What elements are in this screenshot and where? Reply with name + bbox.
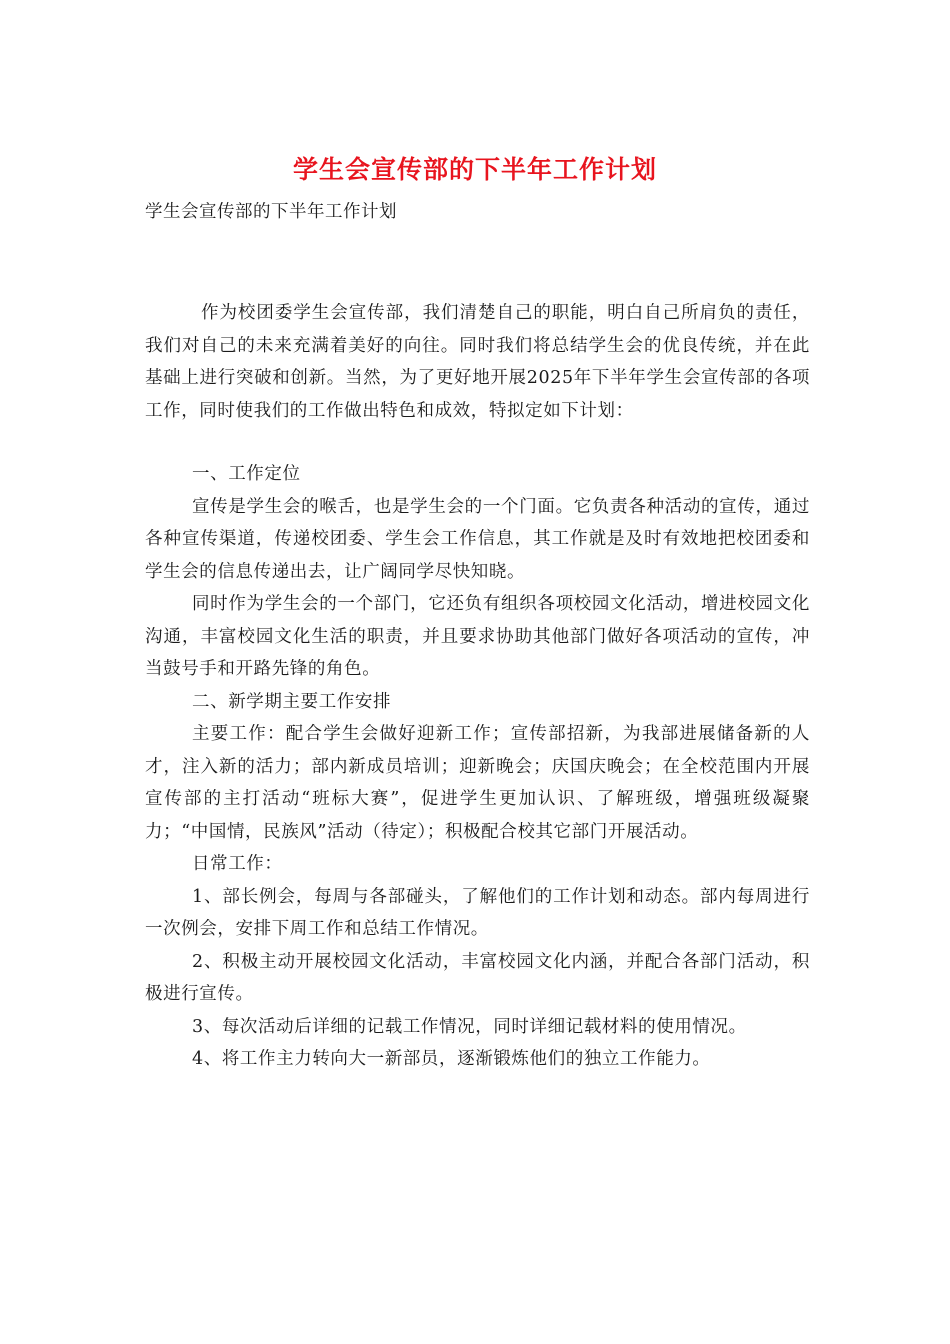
daily-item: 4、将工作主力转向大一新部员，逐渐锻炼他们的独立工作能力。 <box>192 1049 711 1069</box>
document-body <box>145 297 810 1076</box>
section2-main-work: 主要工作：配合学生会做好迎新工作；宣传部招新，为我部进展储备新的人才，注入新的活力；部内新成员培训；迎新晚会；庆国庆晚会；在全校范围内开展宣传部的主打活动“班标大赛”，促进学生更加认识、了解班级，增强班级凝聚力；“中国情，民族风”活动（待定）；积极配合校其它部门开展活动。 <box>145 724 810 842</box>
section1-paragraph-2: 同时作为学生会的一个部门，它还负有组织各项校园文化活动，增进校园文化沟通，丰富校园文化生活的职责，并且要求协助其他部门做好各项活动的宣传，冲当鼓号手和开路先锋的角色。 <box>145 594 810 679</box>
daily-work-heading: 日常工作： <box>192 854 283 874</box>
section-heading-positioning: 一、工作定位 <box>192 464 301 484</box>
section1-paragraph-1: 宣传是学生会的喉舌，也是学生会的一个门面。它负责各种活动的宣传，通过各种宣传渠道，传递校团委、学生会工作信息，其工作就是及时有效地把校团委和学生会的信息传递出去，让广阔同学尽快知晓。 <box>145 496 810 582</box>
daily-item: 2、积极主动开展校园文化活动，丰富校园文化内涵，并配合各部门活动，积极进行宣传。 <box>145 951 810 1004</box>
document-subtitle: 学生会宣传部的下半年工作计划 <box>145 202 397 222</box>
daily-item: 1、部长例会，每周与各部碰头，了解他们的工作计划和动态。部内每周进行一次例会，安排下周工作和总结工作情况。 <box>145 886 810 939</box>
document-title: 学生会宣传部的下半年工作计划 <box>292 155 657 184</box>
daily-item: 3、每次活动后详细的记载工作情况，同时详细记载材料的使用情况。 <box>192 1016 747 1037</box>
section-heading-arrangements: 二、新学期主要工作安排 <box>192 691 392 712</box>
intro-paragraph: 作为校团委学生会宣传部，我们清楚自己的职能，明白自己所肩负的责任，我们对自己的未来充满着美好的向往。同时我们将总结学生会的优良传统，并在此基础上进行突破和创新。当然，为了更好地开展2025年下半年学生会宣传部的各项工作，同时使我们的工作做出特色和成效，特拟定如下计划： <box>145 303 810 421</box>
